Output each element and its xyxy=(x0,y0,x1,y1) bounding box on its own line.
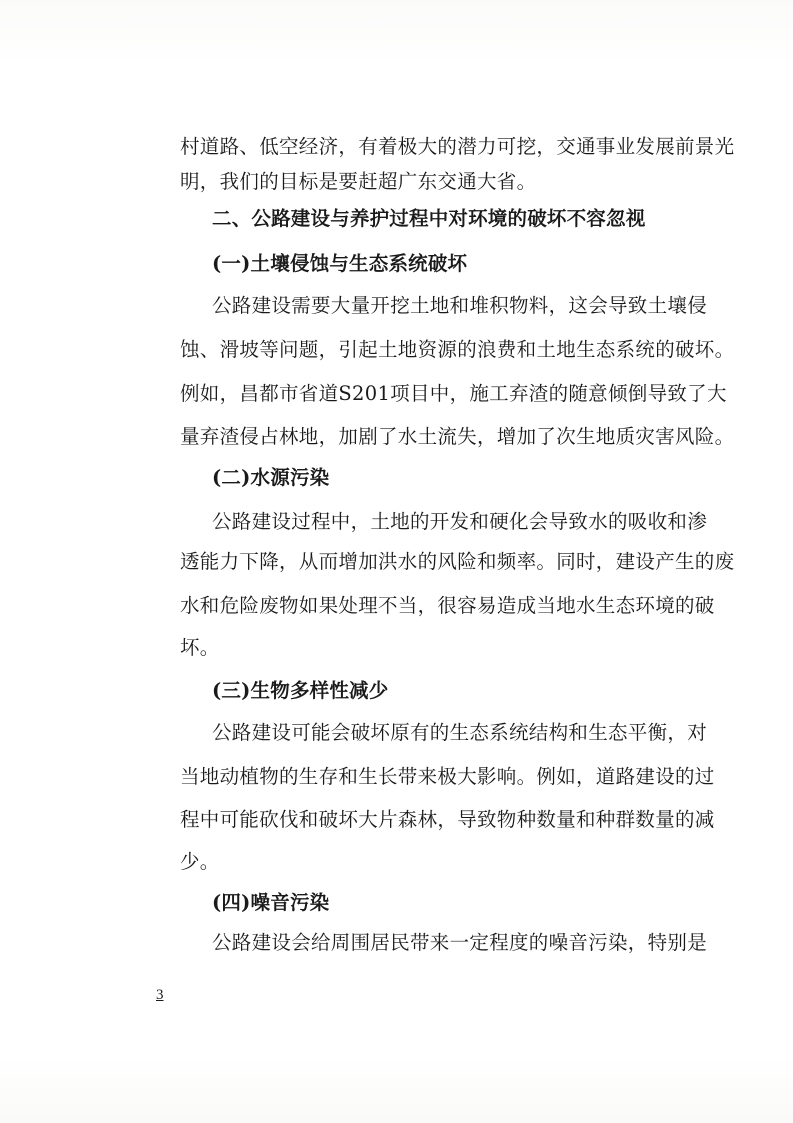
body-text-line: 明，我们的目标是要赶超广东交通大省。 xyxy=(180,170,537,193)
body-text-line: 公路建设过程中，土地的开发和硬化会导致水的吸收和渗 xyxy=(212,510,708,533)
body-text-line: 量弃渣侵占林地，加剧了水土流失，增加了次生地质灾害风险。 xyxy=(180,425,735,448)
subsection-heading: (二)水源污染 xyxy=(212,466,330,489)
body-text-line: 水和危险废物如果处理不当，很容易造成当地水生态环境的破 xyxy=(180,594,715,617)
body-text-line: 公路建设可能会破坏原有的生态系统结构和生态平衡，对 xyxy=(212,721,708,744)
body-text-line: 公路建设会给周围居民带来一定程度的噪音污染，特别是 xyxy=(212,931,708,954)
body-text-line: 当地动植物的生存和生长带来极大影响。例如，道路建设的过 xyxy=(180,765,715,788)
page-number: 3 xyxy=(156,987,164,1003)
body-text-line: 少。 xyxy=(180,850,220,873)
subsection-heading: (四)噪音污染 xyxy=(212,891,330,914)
subsection-heading: (一)土壤侵蚀与生态系统破坏 xyxy=(212,252,468,275)
subsection-heading: (三)生物多样性减少 xyxy=(212,679,389,702)
body-text-line: 坏。 xyxy=(180,636,220,659)
section-heading: 二、公路建设与养护过程中对环境的破坏不容忽视 xyxy=(212,207,646,230)
body-text-line: 透能力下降，从而增加洪水的风险和频率。同时，建设产生的废 xyxy=(180,550,735,573)
body-text-line: 公路建设需要大量开挖土地和堆积物料，这会导致土壤侵 xyxy=(212,294,708,317)
body-text-line: 村道路、低空经济，有着极大的潜力可挖，交通事业发展前景光 xyxy=(180,135,735,158)
body-text-line: 程中可能砍伐和破坏大片森林，导致物种数量和种群数量的减 xyxy=(180,808,715,831)
body-text-line: 蚀、滑坡等问题，引起土地资源的浪费和土地生态系统的破坏。 xyxy=(180,338,735,361)
body-text-line: 例如，昌都市省道S201项目中，施工弃渣的随意倾倒导致了大 xyxy=(180,382,727,405)
